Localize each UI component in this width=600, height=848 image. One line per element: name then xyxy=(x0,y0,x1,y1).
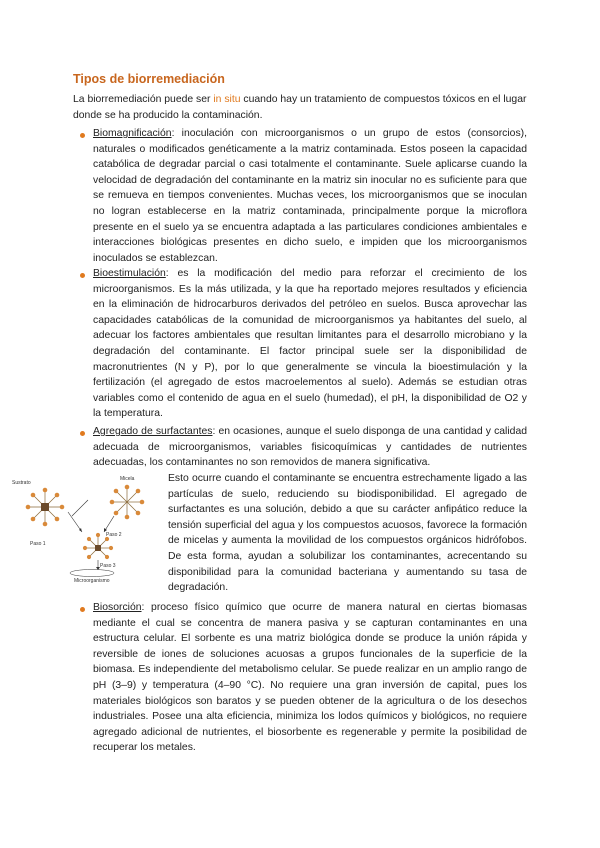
surfactant-micelle-diagram xyxy=(10,472,160,584)
bullet-biomagnificacion xyxy=(93,126,527,266)
bullet-dot-icon xyxy=(80,431,85,436)
bullet-biosorcion xyxy=(93,600,527,756)
bullet-dot-icon xyxy=(80,273,85,278)
in-situ-highlight: in situ xyxy=(213,94,241,105)
bullet-term: Biosorción xyxy=(93,602,142,613)
bullet-term: Bioestimulación xyxy=(93,268,166,279)
bullet-text: : en ocasiones, aunque el suelo disponga de una cantidad y calidad adecuada de microorganismos, variables fisicoquímicas y cantidades de nutrientes adecuadas, los contaminantes no son removidos de manera significativa. xyxy=(93,426,527,469)
figure-label-substrate: Sustrato xyxy=(12,480,31,486)
microorganism-icon xyxy=(70,570,114,577)
substrate-micelle-icon xyxy=(26,488,65,527)
bullet-dot-icon xyxy=(80,133,85,138)
figure-label-step2: Paso 2 xyxy=(106,532,122,538)
bullet-text: : inoculación con microorganismos o un grupo de estos (consorcios), naturales o modificados genéticamente a la matriz contaminada. Estos poseen la capacidad catabólica de degradar parcial o casi totalmente el contaminante. Suele aplicarse cuando la velocidad de degradación del contaminante en la matriz sin inocular no es suficiente para que se remueva en tiempos convenientes. Muchas veces, los microorganismos que se inoculan no logran establecerse en la matriz contaminada, principalmente porque la microflora presente en el suelo ya se encuentra adaptada a las particulares condiciones ambientales e interacciones biológicas presentes en dicho suelo, e impiden que los microorganismos inoculados se establezcan. xyxy=(93,128,527,264)
bullet-text: : proceso físico químico que ocurre de manera natural en ciertas biomasas mediante el cual se concentra de manera pasiva y se capturan contaminantes en una estructura celular. El sorbente es una matriz biológica donde se produce la unión rápida y reversible de iones de soluciones acuosas a grupos funcionales de la superficie de la biomasa. Es independiente del metabolismo celular. Se puede realizar en un amplio rango de pH (3–9) y temperatura (4–90 °C). No requiere una gran inversión de capital, pues los materiales biológicos son baratos y se pueden obtener de la agricultura o de los desechos industriales. Posee una alta eficiencia, minimiza los lodos químicos y biológicos, no requiere agregado adicional de nutrientes, el biosorbente es regenerable y permite la posibilidad de recuperar los metales. xyxy=(93,602,527,754)
intro-paragraph xyxy=(73,92,531,123)
bullet-term: Biomagnificación xyxy=(93,128,172,139)
intro-text-pre: La biorremediación puede ser xyxy=(73,94,214,105)
figure-label-microorganism: Microorganismo xyxy=(74,578,110,584)
surfactantes-continuation: Esto ocurre cuando el contaminante se encuentra estrechamente ligado a las partículas de suelo, reduciendo su biodisponibilidad. El agregado de surfactantes es una solución, debido a que su carácter anfipático reduce la tensión superficial del agua y los compuestos acuosos, favorece la formación de micelas y aumenta la movilidad de los compuestos orgánicos hidrófobos. De esta forma, ayudan a solubilizar los contaminantes, acrecentando su disponibilidad para la comunidad bacteriana y aumentando su tasa de degradación. xyxy=(168,473,527,594)
bullet-text: : es la modificación del medio para reforzar el crecimiento de los microorganismos. Es la más utilizada, y la que ha reportado mejores resultados y eficiencia en la eliminación de hidrocarburos derivados del petróleo en suelos. Busca aprovechar las capacidades catabólicas de la comunidad de microorganismos ya habitantes del suelo, al adecuar los factores ambientales que resultan limitantes para el desarrollo microbiano y la degradación del contaminante. El factor principal suele ser la disponibilidad de macronutrientes (N y P), por lo que generalmente se vincula la bioestimulación y la fertilización (el agregado de estos macroelementos al suelo). Además se estudian otras variables como el contenido de agua en el suelo (humedad), el pH, la disponibilidad de O2 y la temperatura. xyxy=(93,268,527,420)
section-heading: Tipos de biorremediación xyxy=(73,72,225,86)
micelle-icon xyxy=(110,485,145,520)
figure-label-step3: Paso 3 xyxy=(100,563,116,569)
figure-label-step1: Paso 1 xyxy=(30,541,46,547)
intro-text-post: cuando hay un tratamiento de compuestos tóxicos en el lugar donde se ha producido la contaminación. xyxy=(73,94,527,121)
bullet-dot-icon xyxy=(80,607,85,612)
figure-label-micelle: Micela xyxy=(120,476,135,482)
bullet-term: Agregado de surfactantes xyxy=(93,426,213,437)
bullet-surfactantes xyxy=(93,424,527,471)
bullet-bioestimulacion xyxy=(93,266,527,422)
